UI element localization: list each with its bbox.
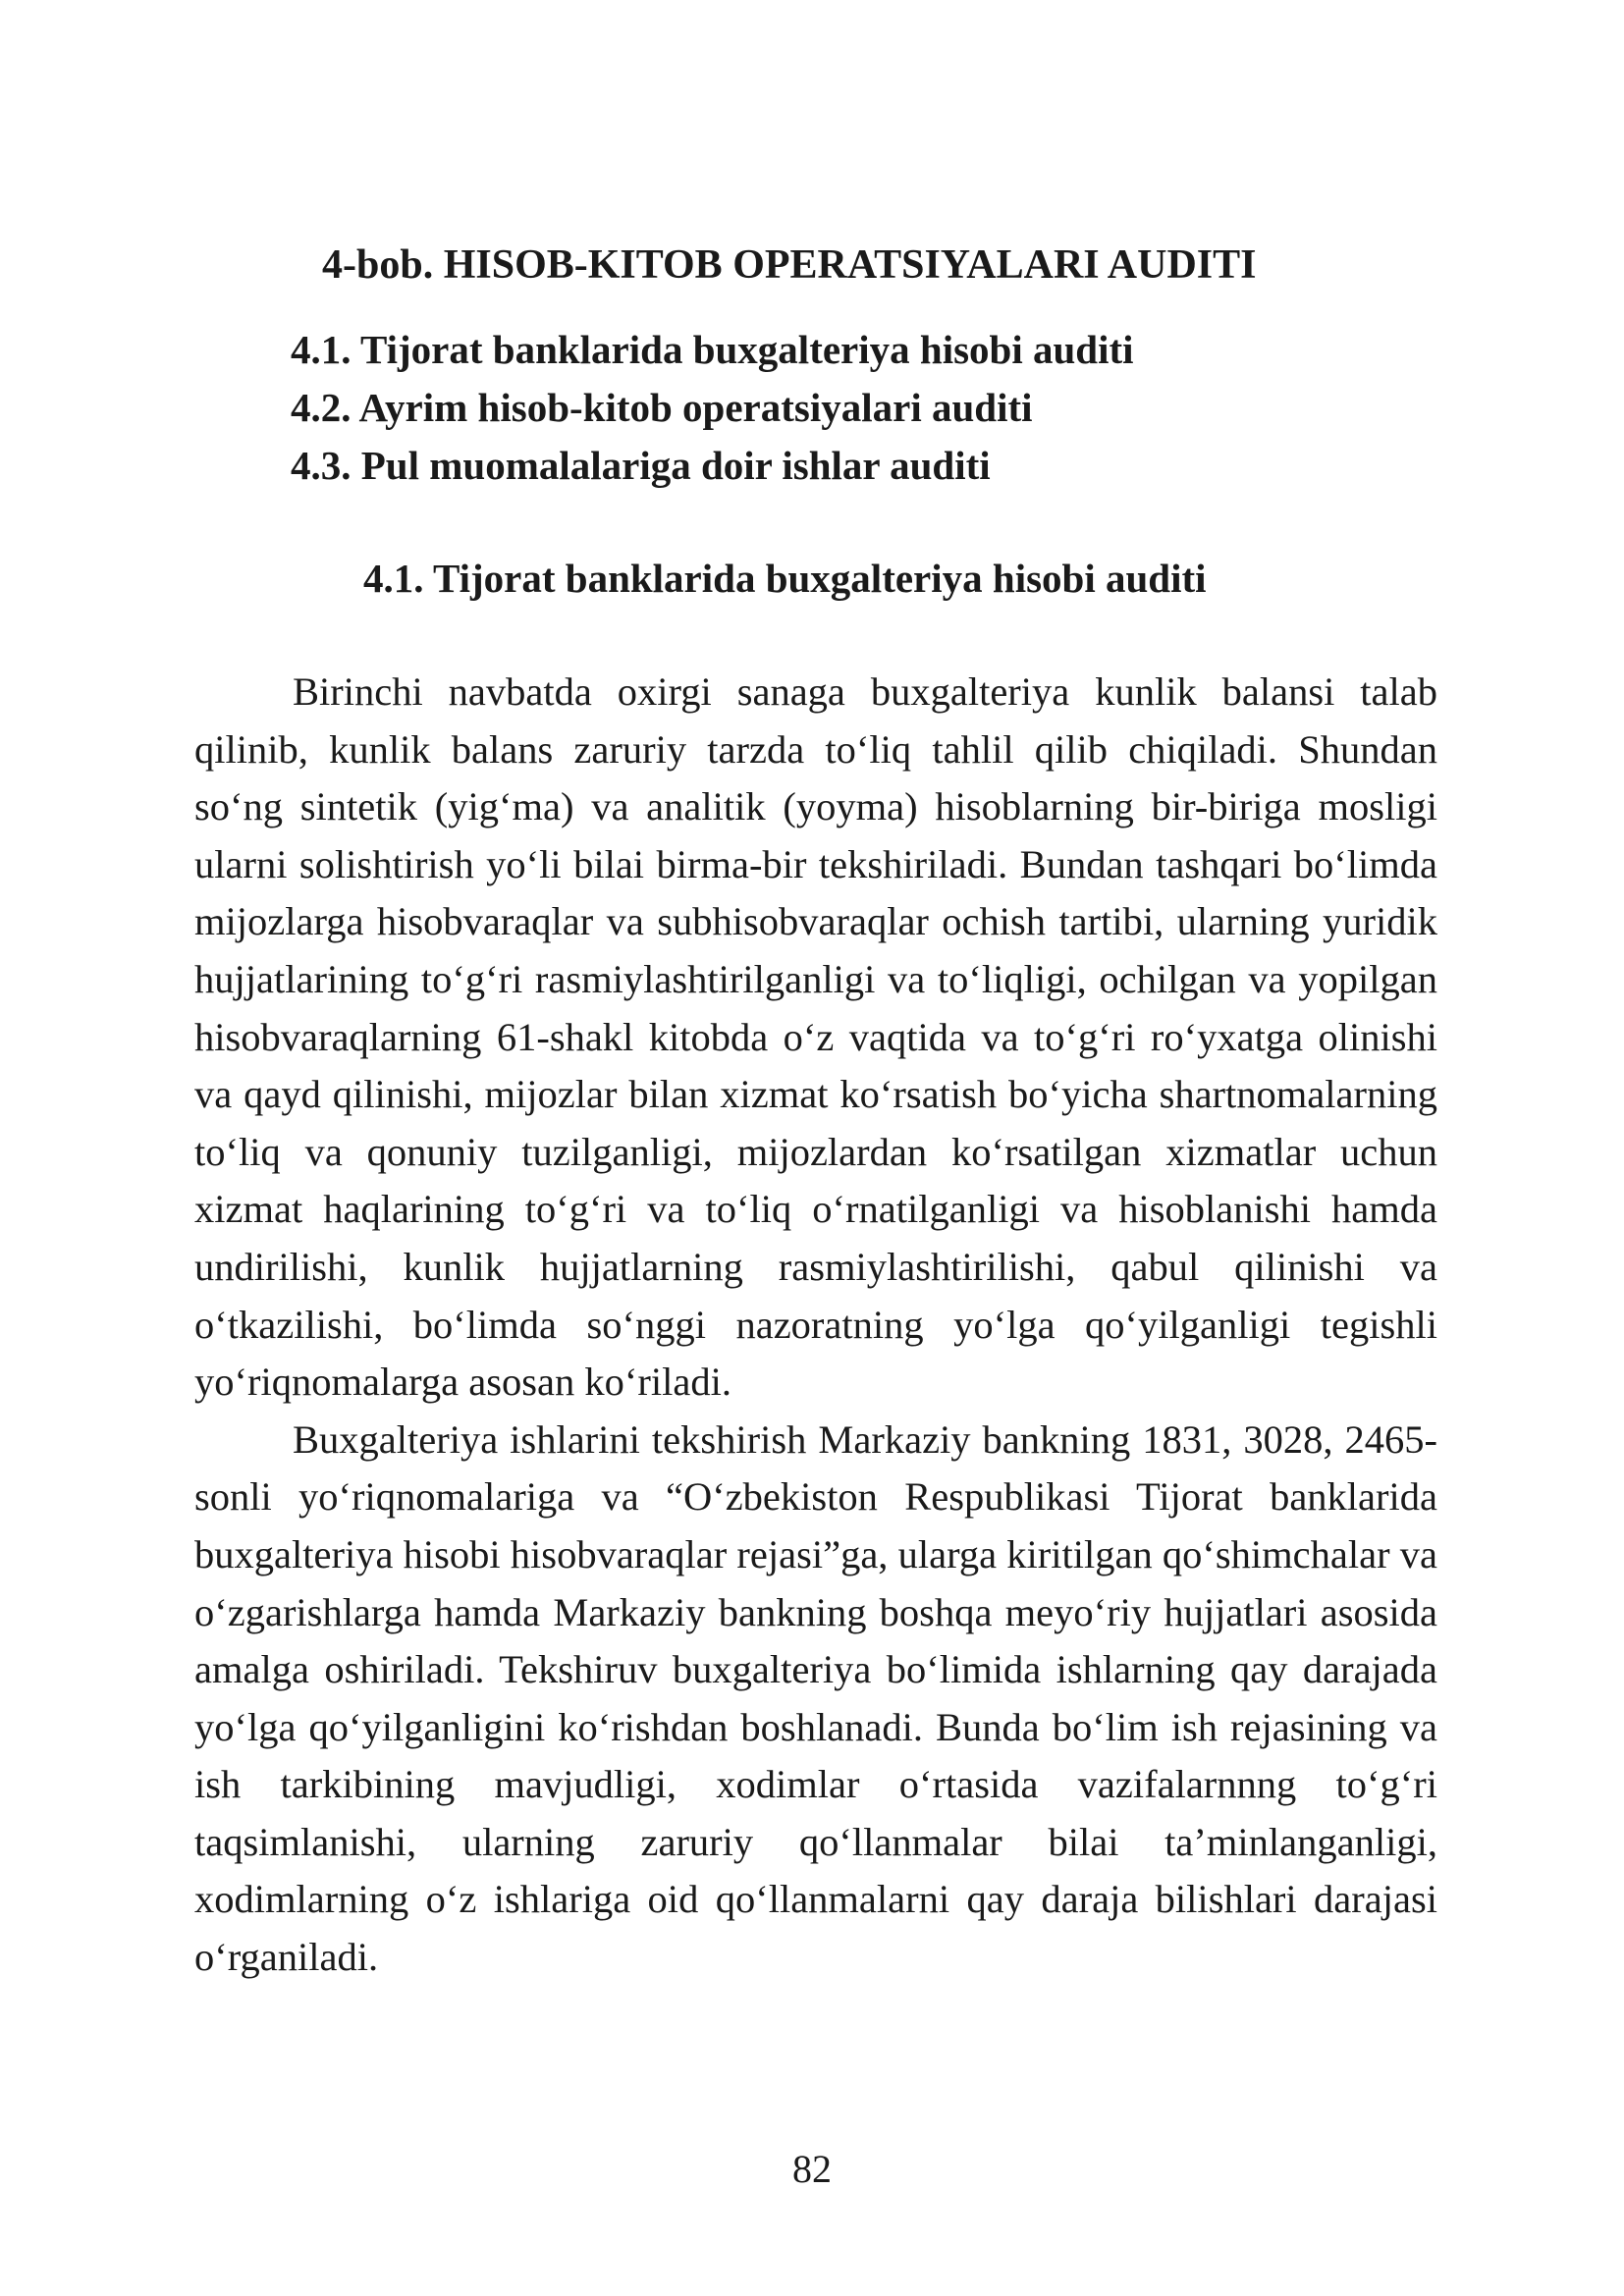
contents-item: 4.1. Tijorat banklarida buxgalteriya hisobi auditi <box>291 327 1134 372</box>
page-number: 82 <box>792 2147 832 2191</box>
paragraph: Birinchi navbatda oxirgi sanaga buxgalteriya kunlik balansi talab qilinib, kunlik balans zaruriy tarzda to‘liq tahlil qilib chiqiladi. Shundan so‘ng sintetik (yig‘ma) va analitik (yoyma) hisoblarning bir-biriga mosligi ularni solishtirish yo‘li bilai birma-bir tekshiriladi. Bundan tashqari bo‘limda mijozlarga hisobvaraqlar va subhisobvaraqlar ochish tartibi, ularning yuridik hujjatlarining to‘g‘ri rasmiylashtirilganligi va to‘liqligi, ochilgan va yopilgan hisobvaraqlarning 61-shakl kitobda o‘z vaqtida va to‘g‘ri ro‘yxatga olinishi va qayd qilinishi, mijozlar bilan xizmat ko‘rsatish bo‘yicha shartnomalarning to‘liq va qonuniy tuzilganligi, mijozlardan ko‘rsatilgan xizmatlar uchun xizmat haqlarining to‘g‘ri va to‘liq o‘rnatilganligi va hisoblanishi hamda undirilishi, kunlik hujjatlarning rasmiylashtirilishi, qabul qilinishi va o‘tkazilishi, bo‘limda so‘nggi nazoratning yo‘lga qo‘yilganligi tegishli yo‘riqnomalarga asosan ko‘riladi. <box>194 669 1437 1405</box>
section-title: 4.1. Tijorat banklarida buxgalteriya hisobi auditi <box>363 556 1207 601</box>
chapter-contents-list <box>291 321 1134 495</box>
contents-item: 4.3. Pul muomalalariga doir ishlar auditi <box>291 443 991 488</box>
paragraph: Buxgalteriya ishlarini tekshirish Markaziy bankning 1831, 3028, 2465-sonli yo‘riqnomalariga va “O‘zbekiston Respublikasi Tijorat banklarida buxgalteriya hisobi hisobvaraqlar rejasi”ga, ularga kiritilgan qo‘shimchalar va o‘zgarishlarga hamda Markaziy bankning boshqa meyo‘riy hujjatlari asosida amalga oshiriladi. Tekshiruv buxgalteriya bo‘limida ishlarning qay darajada yo‘lga qo‘yilganligini ko‘rishdan boshlanadi. Bunda bo‘lim ish rejasining va ish tarkibining mavjudligi, xodimlar o‘rtasida vazifalarnnng to‘g‘ri taqsimlanishi, ularning zaruriy qo‘llanmalar bilai ta’minlanganligi, xodimlarning o‘z ishlariga oid qo‘llanmalarni qay daraja bilishlari darajasi o‘rganiladi. <box>194 1416 1437 1980</box>
contents-item: 4.2. Ayrim hisob-kitob operatsiyalari auditi <box>291 385 1033 430</box>
body-text <box>194 664 1437 1987</box>
chapter-title: 4-bob. HISOB-KITOB OPERATSIYALARI AUDITI <box>322 242 1257 288</box>
